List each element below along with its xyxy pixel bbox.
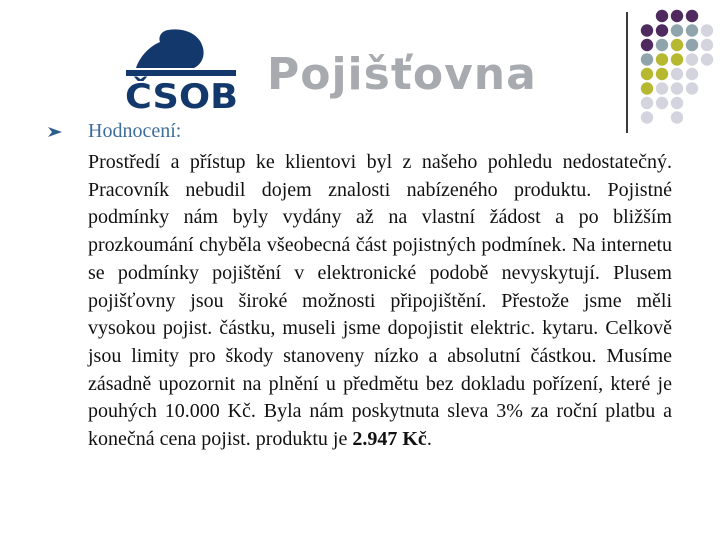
decorative-dot <box>671 39 683 51</box>
decorative-dot <box>671 97 683 109</box>
decorative-dot <box>671 68 683 80</box>
decorative-dot <box>656 10 668 22</box>
evaluation-text: Prostředí a přístup ke klientovi byl z našeho pohledu nedostatečný. Pracovník nebudil dojem znalosti nabízeného produktu. Pojistné podmínky nám byly vydány až na vlastní žádost a po bližším prozkoumání chyběla všeobecná část pojistných podmínek. Na internetu se podmínky pojištění v elektronické podobě nevyskytují. Plusem pojišťovny jsou široké možnosti připojištění. Přestože jsme měli vysokou pojist. částku, museli jsme dopojistit elektric. kytaru. Celkově jsou limity pro škody stanoveny nízko a absolutní částkou. Musíme zásadně upozornit na plnění u předmětu bez dokladu pořízení, které je pouhých 10.000 Kč. Byla nám poskytnuta sleva 3% za roční platbu a konečná cena pojist. produktu je <box>88 151 672 451</box>
decorative-dot <box>671 53 683 65</box>
decorative-dot <box>641 97 653 109</box>
section-heading: Hodnocení: <box>88 120 182 142</box>
decorative-dot <box>701 39 713 51</box>
decorative-dot <box>686 82 698 94</box>
decorative-dot <box>686 53 698 65</box>
decorative-dot <box>686 68 698 80</box>
final-period: . <box>426 428 432 451</box>
decorative-dot <box>641 111 653 123</box>
decorative-dot <box>671 82 683 94</box>
decorative-dot <box>641 24 653 36</box>
decorative-dot <box>656 39 668 51</box>
decorative-dot <box>641 68 653 80</box>
csob-pojistovna-logo <box>124 26 537 112</box>
decorative-dot <box>671 111 683 123</box>
decorative-dot <box>656 97 668 109</box>
decorative-dot <box>671 24 683 36</box>
csob-logo-text: ČSOB <box>125 77 230 110</box>
csob-logo-mark <box>124 26 240 110</box>
decorative-dot <box>641 82 653 94</box>
arrow-bullet-icon <box>47 126 63 138</box>
decorative-dot <box>656 24 668 36</box>
decorative-dot <box>671 10 683 22</box>
pojistovna-wordmark: Pojišťovna <box>267 49 537 100</box>
decorative-dot <box>656 82 668 94</box>
decorative-dot <box>656 68 668 80</box>
decorative-dot-grid <box>639 8 720 128</box>
decorative-dot <box>656 53 668 65</box>
decorative-dot <box>686 39 698 51</box>
decorative-dot <box>686 24 698 36</box>
vertical-divider <box>626 12 628 133</box>
final-price: 2.947 Kč <box>352 428 427 451</box>
decorative-dot <box>641 39 653 51</box>
decorative-dot <box>701 53 713 65</box>
decorative-dot <box>641 53 653 65</box>
decorative-dot <box>701 24 713 36</box>
evaluation-paragraph <box>88 149 672 454</box>
decorative-dot <box>686 10 698 22</box>
